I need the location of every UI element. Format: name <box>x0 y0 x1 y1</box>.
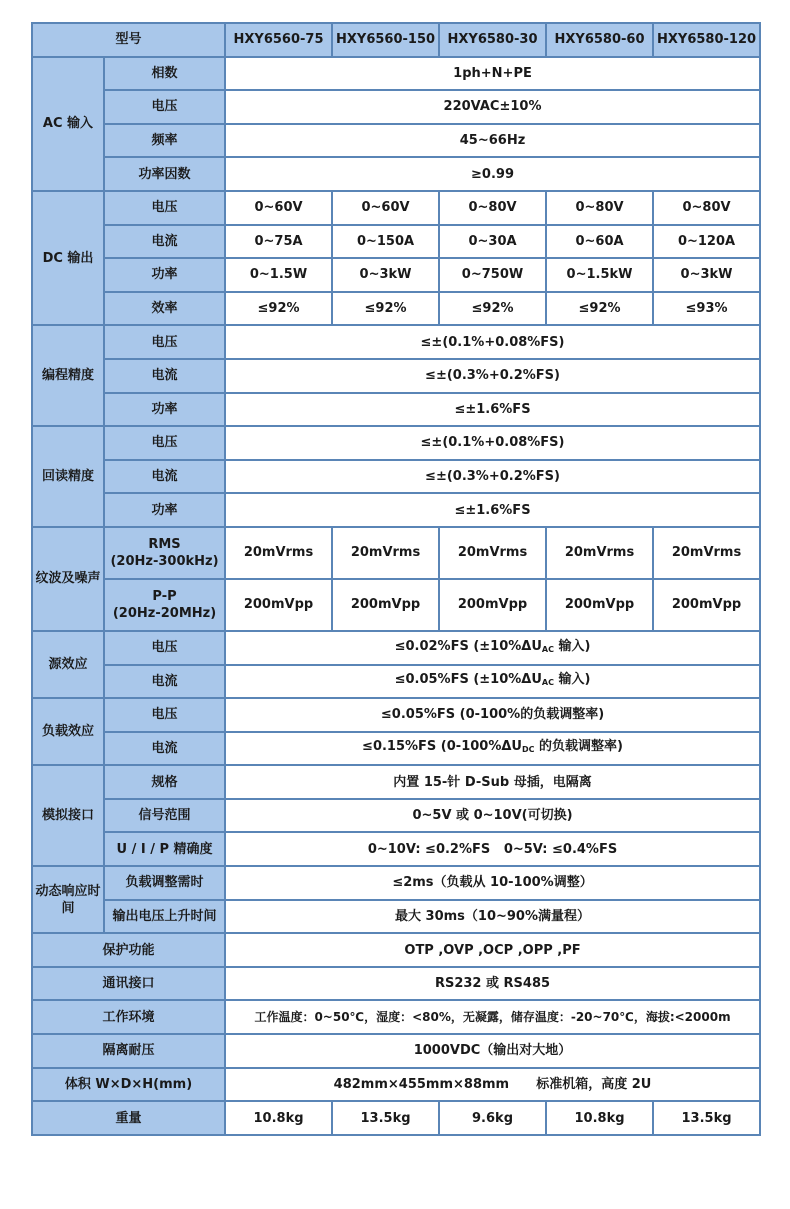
cell-value: 20mVrms <box>439 527 546 579</box>
cell-value: 20mVrms <box>546 527 653 579</box>
row-label: 体积 W×D×H(mm) <box>32 1068 225 1102</box>
row-value: 内置 15-针 D-Sub 母插，电隔离 <box>225 765 760 799</box>
readback-accuracy-group: 回读精度 <box>32 426 104 527</box>
row-label: 重量 <box>32 1101 225 1135</box>
cell-value: 20mVrms <box>332 527 439 579</box>
cell-value: 0~80V <box>546 191 653 225</box>
cell-value: 20mVrms <box>225 527 332 579</box>
dimensions-row <box>32 1068 760 1102</box>
source-effect-row <box>32 631 760 665</box>
cell-value: 13.5kg <box>653 1101 760 1135</box>
dynamic-response-row <box>32 866 760 900</box>
cell-value: 200mVpp <box>225 579 332 631</box>
row-label: 功率 <box>104 393 225 427</box>
row-label <box>104 527 225 579</box>
row-label: 负载调整需时 <box>104 866 225 900</box>
programming-accuracy-row <box>32 393 760 427</box>
ac-input-group: AC 输入 <box>32 57 104 191</box>
cell-value: 200mVpp <box>332 579 439 631</box>
row-label: 频率 <box>104 124 225 158</box>
ac-input-row <box>32 57 760 91</box>
value-text: 输入) <box>553 638 591 654</box>
model-name: HXY6560-150 <box>332 23 439 57</box>
value-text: ≤0.02%FS (±10%ΔU <box>394 638 542 654</box>
row-label: 功率因数 <box>104 157 225 191</box>
row-value: ≤±1.6%FS <box>225 393 760 427</box>
row-value: ≤±(0.3%+0.2%FS) <box>225 460 760 494</box>
row-label: 电流 <box>104 665 225 699</box>
row-label: 效率 <box>104 292 225 326</box>
analog-interface-row <box>32 799 760 833</box>
row-label: 功率 <box>104 493 225 527</box>
programming-accuracy-row <box>32 325 760 359</box>
value-subscript: AC <box>541 678 554 688</box>
isolation-row <box>32 1034 760 1068</box>
analog-interface-row <box>32 765 760 799</box>
cell-value: ≤92% <box>332 292 439 326</box>
cell-value: 0~1.5kW <box>546 258 653 292</box>
cell-value: 0~80V <box>653 191 760 225</box>
row-value: ≤±(0.1%+0.08%FS) <box>225 426 760 460</box>
row-label: 电流 <box>104 359 225 393</box>
row-value: ≥0.99 <box>225 157 760 191</box>
environment-row <box>32 1000 760 1034</box>
row-label: 信号范围 <box>104 799 225 833</box>
header-row <box>32 23 760 57</box>
dynamic-response-group: 动态响应时间 <box>32 866 104 933</box>
row-value: 1ph+N+PE <box>225 57 760 91</box>
dc-output-row <box>32 258 760 292</box>
row-label-sub: (20Hz-20MHz) <box>112 605 217 621</box>
row-value: OTP ,OVP ,OCP ,OPP ,PF <box>225 933 760 967</box>
dynamic-response-row <box>32 900 760 934</box>
row-label: 工作环境 <box>32 1000 225 1034</box>
row-label: 通讯接口 <box>32 967 225 1001</box>
row-value: 482mm×455mm×88mm 标准机箱，高度 2U <box>225 1068 760 1102</box>
value-text: ≤0.05%FS (±10%ΔU <box>394 672 542 688</box>
row-label: 电压 <box>104 631 225 665</box>
ac-input-row <box>32 90 760 124</box>
cell-value: 0~3kW <box>653 258 760 292</box>
value-text: ≤0.05%FS (0-100%的负载调整率) <box>380 707 605 723</box>
row-label <box>104 579 225 631</box>
cell-value: 10.8kg <box>546 1101 653 1135</box>
cell-value: 0~120A <box>653 225 760 259</box>
readback-accuracy-row <box>32 460 760 494</box>
cell-value: 200mVpp <box>653 579 760 631</box>
row-value <box>225 732 760 766</box>
programming-accuracy-row <box>32 359 760 393</box>
row-value: ≤±(0.1%+0.08%FS) <box>225 325 760 359</box>
row-label-main: P-P <box>152 588 177 604</box>
load-effect-row <box>32 698 760 732</box>
row-label: 电压 <box>104 325 225 359</box>
communication-row <box>32 967 760 1001</box>
cell-value: ≤92% <box>546 292 653 326</box>
row-label: 电压 <box>104 191 225 225</box>
row-label: 电压 <box>104 426 225 460</box>
dc-output-row <box>32 191 760 225</box>
source-effect-row <box>32 665 760 699</box>
dc-output-row <box>32 225 760 259</box>
cell-value: 10.8kg <box>225 1101 332 1135</box>
row-label: 规格 <box>104 765 225 799</box>
row-value: RS232 或 RS485 <box>225 967 760 1001</box>
analog-interface-row <box>32 832 760 866</box>
row-value <box>225 665 760 699</box>
row-value: ≤±(0.3%+0.2%FS) <box>225 359 760 393</box>
row-label: U / I / P 精确度 <box>104 832 225 866</box>
cell-value: 0~60V <box>332 191 439 225</box>
cell-value: 0~150A <box>332 225 439 259</box>
row-value: 0~5V 或 0~10V(可切换) <box>225 799 760 833</box>
cell-value: 9.6kg <box>439 1101 546 1135</box>
ac-input-row <box>32 124 760 158</box>
model-name: HXY6580-120 <box>653 23 760 57</box>
cell-value: 0~60A <box>546 225 653 259</box>
cell-value: ≤92% <box>439 292 546 326</box>
ac-input-row <box>32 157 760 191</box>
value-text: ≤0.15%FS (0-100%ΔU <box>362 739 522 755</box>
ripple-noise-row <box>32 527 760 579</box>
row-value: 1000VDC（输出对大地） <box>225 1034 760 1068</box>
cell-value: 0~1.5W <box>225 258 332 292</box>
cell-value: 0~60V <box>225 191 332 225</box>
ripple-noise-row <box>32 579 760 631</box>
row-label: 电压 <box>104 698 225 732</box>
row-label: 保护功能 <box>32 933 225 967</box>
row-value: 220VAC±10% <box>225 90 760 124</box>
row-value: ≤2ms（负载从 10-100%调整） <box>225 866 760 900</box>
cell-value: 200mVpp <box>546 579 653 631</box>
model-name: HXY6560-75 <box>225 23 332 57</box>
row-value: 0~10V: ≤0.2%FS 0~5V: ≤0.4%FS <box>225 832 760 866</box>
row-label: 功率 <box>104 258 225 292</box>
row-label: 相数 <box>104 57 225 91</box>
cell-value: 0~3kW <box>332 258 439 292</box>
row-value <box>225 631 760 665</box>
value-text: 输入) <box>553 672 591 688</box>
row-value: 最大 30ms（10~90%满量程） <box>225 900 760 934</box>
cell-value: 20mVrms <box>653 527 760 579</box>
readback-accuracy-row <box>32 426 760 460</box>
dc-output-row <box>32 292 760 326</box>
spec-table <box>31 22 761 1136</box>
model-name: HXY6580-30 <box>439 23 546 57</box>
value-subscript: DC <box>521 745 535 755</box>
cell-value: 0~750W <box>439 258 546 292</box>
row-value: 45~66Hz <box>225 124 760 158</box>
source-effect-group: 源效应 <box>32 631 104 698</box>
row-value: ≤±1.6%FS <box>225 493 760 527</box>
row-value <box>225 698 760 732</box>
load-effect-group: 负载效应 <box>32 698 104 765</box>
readback-accuracy-row <box>32 493 760 527</box>
value-subscript: AC <box>541 644 554 654</box>
row-label-sub: (20Hz-300kHz) <box>110 553 219 569</box>
weight-row <box>32 1101 760 1135</box>
load-effect-row <box>32 732 760 766</box>
cell-value: 0~75A <box>225 225 332 259</box>
row-label: 输出电压上升时间 <box>104 900 225 934</box>
protection-row <box>32 933 760 967</box>
model-header-label: 型号 <box>32 23 225 57</box>
row-label-main: RMS <box>148 536 181 552</box>
cell-value: 13.5kg <box>332 1101 439 1135</box>
row-label: 电流 <box>104 460 225 494</box>
row-value: 工作温度：0~50℃，湿度：<80%，无凝露，储存温度：-20~70℃，海拔:<2000m <box>225 1000 760 1034</box>
cell-value: ≤92% <box>225 292 332 326</box>
analog-interface-group: 模拟接口 <box>32 765 104 866</box>
cell-value: 0~30A <box>439 225 546 259</box>
row-label: 隔离耐压 <box>32 1034 225 1068</box>
model-name: HXY6580-60 <box>546 23 653 57</box>
cell-value: 0~80V <box>439 191 546 225</box>
value-text: 的负载调整率) <box>534 739 623 755</box>
programming-accuracy-group: 编程精度 <box>32 325 104 426</box>
row-label: 电压 <box>104 90 225 124</box>
ripple-noise-group: 纹波及噪声 <box>32 527 104 631</box>
row-label: 电流 <box>104 225 225 259</box>
cell-value: ≤93% <box>653 292 760 326</box>
row-label: 电流 <box>104 732 225 766</box>
cell-value: 200mVpp <box>439 579 546 631</box>
dc-output-group: DC 输出 <box>32 191 104 325</box>
